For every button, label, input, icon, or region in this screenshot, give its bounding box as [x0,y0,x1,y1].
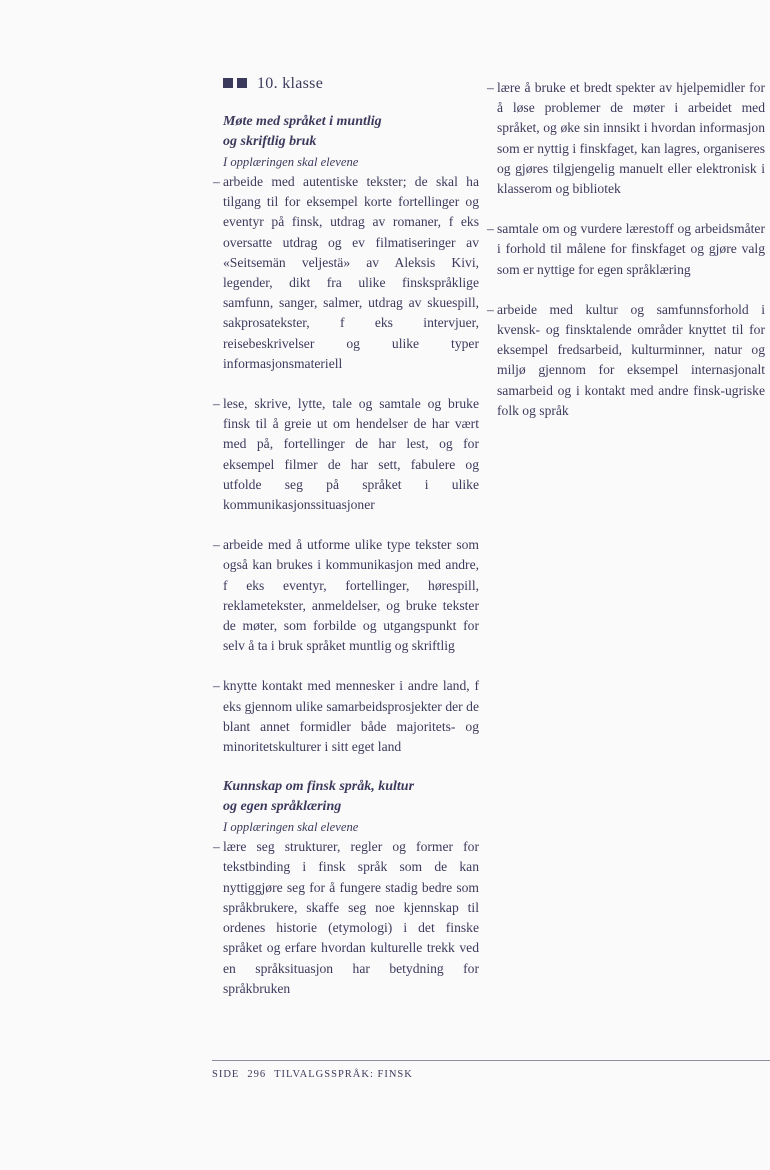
section1-title-line2: og skriftlig bruk [223,134,317,149]
section2-intro: I opplæringen skal elevene [223,820,359,835]
list-item-text: knytte kontakt med mennesker i andre land, f eks gjennom ulike samarbeidsprosjekter der de blant annet formidler både majoritets- og minoritetskulturer i sitt eget land [223,678,479,755]
section2-title-line2: og egen språklæring [223,799,342,815]
dash: – [213,396,220,412]
dash: – [487,221,494,237]
section2-title-line1: Kunnskap om finsk språk, kultur [223,779,415,795]
dash: – [487,80,494,95]
list-item-text: samtale om og vurdere lærestoff og arbeidsmåter i forhold til målene for finskfaget og gjøre valg som er nyttige for egen språklæring [497,221,765,277]
dash: – [213,174,220,189]
list-item [213,676,479,757]
dash: – [487,301,494,317]
list-item [213,837,479,999]
list-item [487,219,765,280]
page-number: 296 [247,1069,267,1080]
list-item [213,394,479,515]
list-item-text: lese, skrive, lytte, tale og samtale og bruke finsk til å greie ut om hendelser de har vært med på, fortellinger de har lest, og for eksempel filmer de har sett, fabulere og utfolde seg på språket i ulike kommunikasjonssituasjoner [223,396,479,513]
list-item [213,172,479,374]
dash: – [213,678,220,694]
list-item [213,535,479,656]
right-column [487,78,765,441]
list-item-text: lære seg strukturer, regler og former for tekstbinding i finsk språk som de kan nyttiggjøre seg for å fungere stadig bedre som språkbrukere, skaffe seg noe kjennskap til ordenes historie (etymologi) i det finske språket og erfare hvordan kulturelle trekk ved en språksituasjon har betydning for språkbruken [223,839,479,996]
footer-subject: TILVALGSSPRÅK: FINSK [274,1069,413,1080]
list-item-text: arbeide med autentiske tekster; de skal ha tilgang til for eksempel korte fortellinger og eventyr på finsk, utdrag av romaner, f eks oversatte utdrag og ev filmatiseringer av «Seitsemän veljestä» av Aleksis Kivi, legender, dikt fra ulike finskspråklige samfunn, sanger, salmer, utdrag av skuespill, sakprosatekster, f eks intervjuer, reisebeskrivelser og ulike typer informasjonsmateriell [223,174,479,371]
list-item [487,78,765,199]
footer-side-label: SIDE [212,1069,240,1080]
dash: – [213,839,220,855]
footer-divider [212,1060,770,1061]
class-heading [223,74,479,94]
square-bullet-icon [237,78,247,88]
list-item-text: arbeide med å utforme ulike type tekster som også kan brukes i kommunikasjon med andre, f eks eventyr, fortellinger, hørespill, reklametekster, anmeldelser, og bruke tekster de møter, som forbilde og utgangspunkt for selv å ta i bruk språket muntlig og skriftlig [223,537,479,654]
square-bullet-icon [223,78,233,88]
class-heading-label: 10. klasse [257,75,324,92]
dash: – [213,537,220,553]
page-footer [212,1069,421,1080]
section1-intro: I opplæringen skal elevene [223,155,359,169]
list-item [487,300,765,421]
list-item-text: arbeide med kultur og samfunnsforhold i kvensk- og finsktalende områder knyttet til for eksempel fredsarbeid, kulturminner, natur og miljø gjennom for eksempel internasjonalt samarbeid og i kontakt med andre finsk-ugriske folk og språk [497,301,765,418]
list-item-text: lære å bruke et bredt spekter av hjelpemidler for å løse problemer de møter i arbeidet med språket, og øke sin innsikt i hvordan informasjon som er nyttig i finskfaget, kan lagres, organiseres og gjøres tilgjengelig manuelt eller elektronisk i klasserom og bibliotek [497,80,765,197]
section1-title-line1: Møte med språket i muntlig [223,114,382,129]
left-column [213,74,479,1019]
